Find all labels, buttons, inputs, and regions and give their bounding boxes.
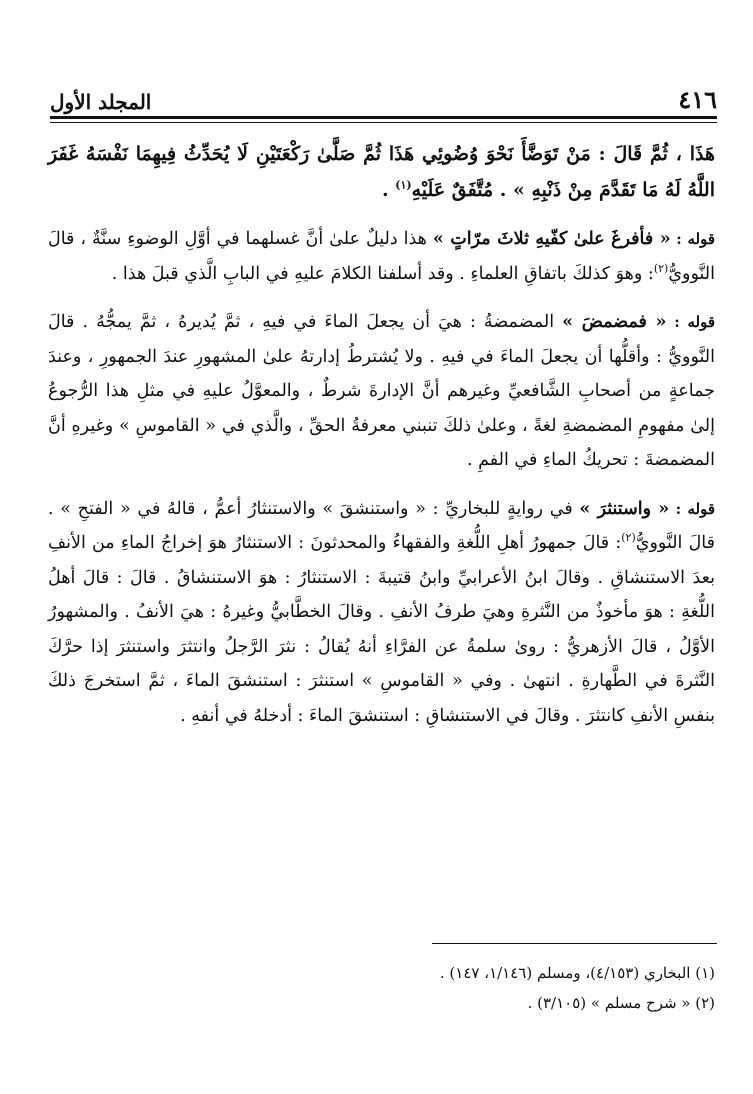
lemma: « فأفرغَ علىٰ كفّيهِ ثلاثَ مرّاتٍ » xyxy=(432,229,671,249)
lemma: « واستنثرَ » xyxy=(579,498,670,519)
footnote-ref: (٢) xyxy=(653,261,669,275)
footnote-separator xyxy=(432,943,717,944)
commentary-paragraph xyxy=(48,492,715,734)
paragraph-text: المضمضةُ : هيَ أن يجعلَ الماءَ في فيهِ ، ثمَّ يُديرهُ ، ثمَّ يمجُّهُ . قالَ النَّوويُّ : وأقلُّها أن يجعلَ الماءَ في فيهِ . ولا يُشترطُ إدارتهُ علىٰ المشهورِ عندَ الجمهورِ ، وعندَ جماعةٍ من أصحابِ الشَّافعيِّ وغيرهم أنَّ الإدارةَ شرطٌ ، والمعوَّلُ عليهِ في مثلِ هذا الرُّجوعُ إلىٰ مفهومِ المضمضةِ لغةً ، وعلىٰ ذلكَ تنبني معرفةُ الحقِّ ، والَّذي في « القاموسِ » وغيرهِ أنَّ المضمضةَ : تحريكُ الماءِ في الفمِ . xyxy=(48,312,715,470)
running-header xyxy=(50,78,717,112)
commentary-paragraph xyxy=(48,305,715,478)
commentary-paragraph xyxy=(48,222,715,291)
paragraph-text: في روايةٍ للبخاريِّ : « واستنشقَ » والاستنثارُ أعمُّ ، قالهُ في « الفتحِ » . قالَ النَّوويُّ xyxy=(48,498,715,553)
qawluhu-label: قوله : xyxy=(670,230,715,248)
hadith-end: . xyxy=(382,179,396,201)
qawluhu-label: قوله : xyxy=(666,313,715,331)
footnote-2: (٢) « شرح مسلم » (٣/١٠٥) . xyxy=(527,994,715,1012)
volume-title: المجلد الأول xyxy=(50,90,152,114)
hadith-body: هَذَا ، ثُمَّ قَالَ : مَنْ تَوَضَّأَ نَحْوَ وُضُوئِي هَذَا ثُمَّ صَلَّىٰ رَكْعَتَيْنِ لَا يُحَدِّثُ فِيهِمَا نَفْسَهُ غَفَرَ اللَّهُ لَهُ مَا تَقَدَّمَ مِنْ ذَنْبِهِ » . مُتَّفَقٌ عَلَيْهِ xyxy=(48,143,715,201)
main-text xyxy=(48,136,715,747)
footnote-ref: (١) xyxy=(395,178,412,192)
paragraph-text: هذا دليلٌ علىٰ أنَّ غسلهما في أوَّلِ الوضوءِ سنَّةٌ ، قالَ النَّوويُّ xyxy=(48,229,715,284)
hadith-text xyxy=(48,136,715,208)
lemma: « فمضمضَ » xyxy=(562,312,667,332)
footnote-1: (١) البخاري (٤/١٥٣)، ومسلم (١/١٤٦، ١٤٧) . xyxy=(439,964,715,982)
header-rule-thin xyxy=(50,122,717,123)
paragraph-text-cont: : قالَ جمهورُ أهلِ اللُّغةِ والفقهاءُ والمحدثونَ : الاستنثارُ هوَ إخراجُ الماءِ من الأنفِ بعدَ الاستنشاقِ . وقالَ ابنُ الأعرابيِّ وابنُ قتيبةَ : الاستنثارُ : هوَ الاستنشاقُ . قالَ : قالَ أهلُ اللُّغةِ : هوَ مأخوذٌ من النَّثرةِ وهيَ طرفُ الأنفِ . وقالَ الخطَّابيُّ وغيرهُ : هيَ الأنفُ . والمشهورُ الأوَّلُ ، قالَ الأزهريُّ : روىٰ سلمةُ عن الفرَّاءِ أنهُ يُقالُ : نثرَ الرَّجلُ وانتثرَ واستنثرَ إذا حرَّكَ النَّثرةَ في الطَّهارةِ . انتهىٰ . وفي « القاموسِ » استنثرَ : استنشقَ الماءَ ، ثمَّ استخرجَ ذلكَ بنفسِ الأنفِ كانتثرَ . وقالَ في الاستنشاقِ : استنشقَ الماءَ : أدخلهُ في أنفهِ . xyxy=(48,533,715,726)
qawluhu-label: قوله : xyxy=(669,499,715,518)
footnote-ref: (٢) xyxy=(621,531,636,545)
header-rule xyxy=(50,116,717,119)
paragraph-text-cont: : وهوَ كذلكَ باتفاقِ العلماءِ . وقد أسلفنا الكلامَ عليهِ في البابِ الَّذي قبلَ هذا . xyxy=(111,263,654,284)
page-number: ٤١٦ xyxy=(678,85,717,114)
footnotes xyxy=(48,958,715,1018)
